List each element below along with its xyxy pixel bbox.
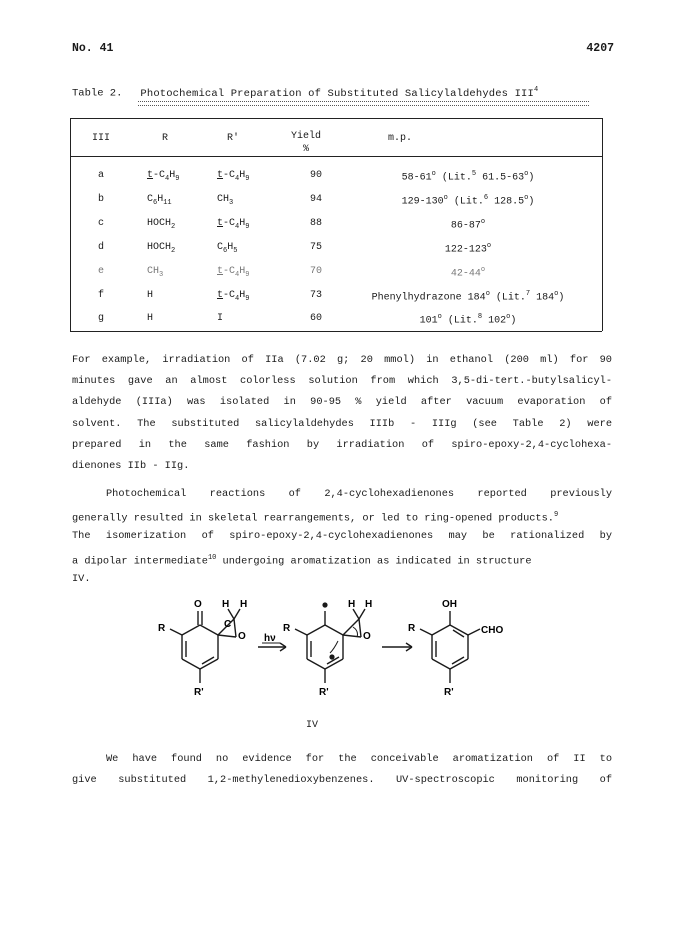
structure-label-iv: IV [306, 720, 319, 731]
cell-iii: d [97, 242, 104, 253]
text-line: aldehyde (IIIa) was isolated in 90-95 % yield after vacuum evaporation of [72, 396, 612, 409]
cell-yield: 88 [309, 218, 322, 229]
label-r-prime: R' [319, 687, 329, 698]
table-right-border [602, 118, 603, 331]
table-row-f [70, 290, 602, 315]
table-row-g [70, 313, 602, 338]
cell-mp: 58-61$^o$ (Lit.$^5$ 61.5-63$^o$) [401, 170, 535, 184]
caption-underline [138, 101, 589, 106]
cell-iii: f [97, 290, 104, 301]
reaction-arrow [382, 643, 412, 651]
reference-10: 10 [207, 553, 217, 562]
label-epoxide-o: O [363, 631, 371, 642]
label-oh: OH [442, 599, 457, 610]
cell-r: $HOCH_2$ [147, 218, 176, 231]
text-line: dienones IIb - IIg. [72, 459, 190, 472]
label-hv: hν [264, 633, 276, 644]
reaction-arrow-hv [258, 643, 286, 651]
cell-r: $t-C_4H_9$ [147, 170, 180, 183]
cell-r: $HOCH_2$ [147, 242, 176, 255]
cell-rp: I [217, 313, 224, 324]
col-header-yield-label: Yield [290, 131, 321, 142]
text-line: prepared in the same fashion by irradiation of spiro-epoxy-2,4-cyclohexa- [72, 438, 612, 451]
table-row-b [70, 194, 602, 219]
cell-r: H [147, 313, 154, 324]
label-r: R [283, 623, 291, 634]
paragraph-mechanism [72, 484, 612, 590]
cell-yield: 90 [309, 170, 322, 181]
col-header-iii: III [91, 133, 110, 144]
structure-intermediate-iv [295, 609, 365, 683]
cell-rp: $CH_3$ [217, 194, 234, 207]
table-row-d [70, 242, 602, 267]
cell-yield: 75 [309, 242, 322, 253]
cell-rp: $t-C_4H_9$ [217, 170, 250, 183]
text-line: For example, irradiation of IIa (7.02 g; 20 mmol) in ethanol (200 ml) for 90 [72, 354, 612, 366]
charge-dot [322, 602, 327, 607]
label-r-prime: R' [444, 687, 454, 698]
label-ketone-o: O [194, 599, 202, 610]
label-cho: CHO [481, 625, 504, 636]
table-title: Photochemical Preparation of Substituted Salicylaldehydes III [140, 87, 534, 100]
table-caption [72, 86, 538, 100]
paragraph-experimental [72, 350, 612, 477]
label-r: R [408, 623, 416, 634]
cell-iii: b [97, 194, 104, 205]
col-header-r: R [161, 133, 168, 144]
cell-rp: $C_6H_5$ [217, 242, 238, 255]
cell-rp: $t-C_4H_9$ [217, 290, 250, 303]
cell-mp: 101$^o$ (Lit.$^8$ 102$^o$) [419, 313, 517, 327]
label-h: H [222, 599, 230, 610]
paragraph-evidence [72, 749, 612, 791]
cell-yield: 94 [309, 194, 322, 205]
table-label: Table 2. [72, 87, 123, 100]
reference-9: 9 [553, 511, 559, 520]
cell-r: $CH_3$ [147, 266, 164, 279]
table-top-rule [70, 118, 602, 119]
text-line: The isomerization of spiro-epoxy-2,4-cyclohexadienones may be rationalized by [72, 530, 612, 543]
cell-mp: 86-87$^o$ [450, 218, 486, 232]
text-line: IV. [72, 572, 91, 585]
text-line: give substituted 1,2-methylenedioxybenzenes. UV-spectroscopic monitoring of [72, 774, 612, 787]
table-row-c [70, 218, 602, 243]
cell-yield: 73 [309, 290, 322, 301]
cell-mp: 122-123$^o$ [444, 242, 492, 256]
text-line: Photochemical reactions of 2,4-cyclohexadienones reported previously [106, 488, 612, 500]
cell-r: H [147, 290, 154, 301]
table-row-a [70, 170, 602, 195]
table-title-ref: 4 [533, 86, 539, 94]
cell-iii: g [97, 313, 104, 324]
table-row-e [70, 266, 602, 291]
label-c: C [224, 619, 232, 630]
cell-rp: $t-C_4H_9$ [217, 266, 250, 279]
label-h: H [348, 599, 356, 610]
label-r-prime: R' [194, 687, 204, 698]
col-header-mp: m.p. [387, 133, 412, 144]
page-number: 4207 [586, 42, 614, 55]
cell-r: $C_6H_{11}$ [147, 194, 172, 207]
text-line: We have found no evidence for the conceivable aromatization of II to [106, 753, 612, 765]
charge-dot [329, 654, 334, 659]
label-r: R [158, 623, 166, 634]
cell-mp: 129-130$^o$ (Lit.$^6$ 128.5$^o$) [401, 194, 535, 208]
col-header-rp: R' [226, 133, 239, 144]
cell-iii: e [97, 266, 104, 277]
label-h: H [365, 599, 373, 610]
col-header-yield-unit: % [302, 144, 309, 155]
table-header-rule [70, 156, 602, 157]
text-line: solvent. The substituted salicylaldehydes IIIb - IIIg (see Table 2) were [72, 417, 612, 430]
cell-yield: 60 [309, 313, 322, 324]
reaction-scheme [140, 597, 560, 717]
journal-issue: No. 41 [72, 42, 114, 55]
label-epoxide-o: O [238, 631, 246, 642]
cell-yield: 70 [309, 266, 322, 277]
cell-iii: c [97, 218, 104, 229]
label-h: H [240, 599, 248, 610]
text-line: generally resulted in skeletal rearrangements, or led to ring-opened products.$^9$ [72, 511, 559, 525]
text-line: a dipolar intermediate$^{10}$ undergoing aromatization as indicated in structure [72, 553, 532, 567]
cell-mp: 42-44$^o$ [450, 266, 486, 280]
cell-mp: Phenylhydrazone 184$^o$ (Lit.$^7$ 184$^o$) [371, 290, 565, 304]
text-line: minutes gave an almost colorless solution from which 3,5-di-tert.-butylsalicyl- [72, 375, 612, 388]
structure-salicylaldehyde [420, 611, 480, 683]
cell-rp: $t-C_4H_9$ [217, 218, 250, 231]
cell-iii: a [97, 170, 104, 181]
col-header-yield [281, 130, 331, 156]
